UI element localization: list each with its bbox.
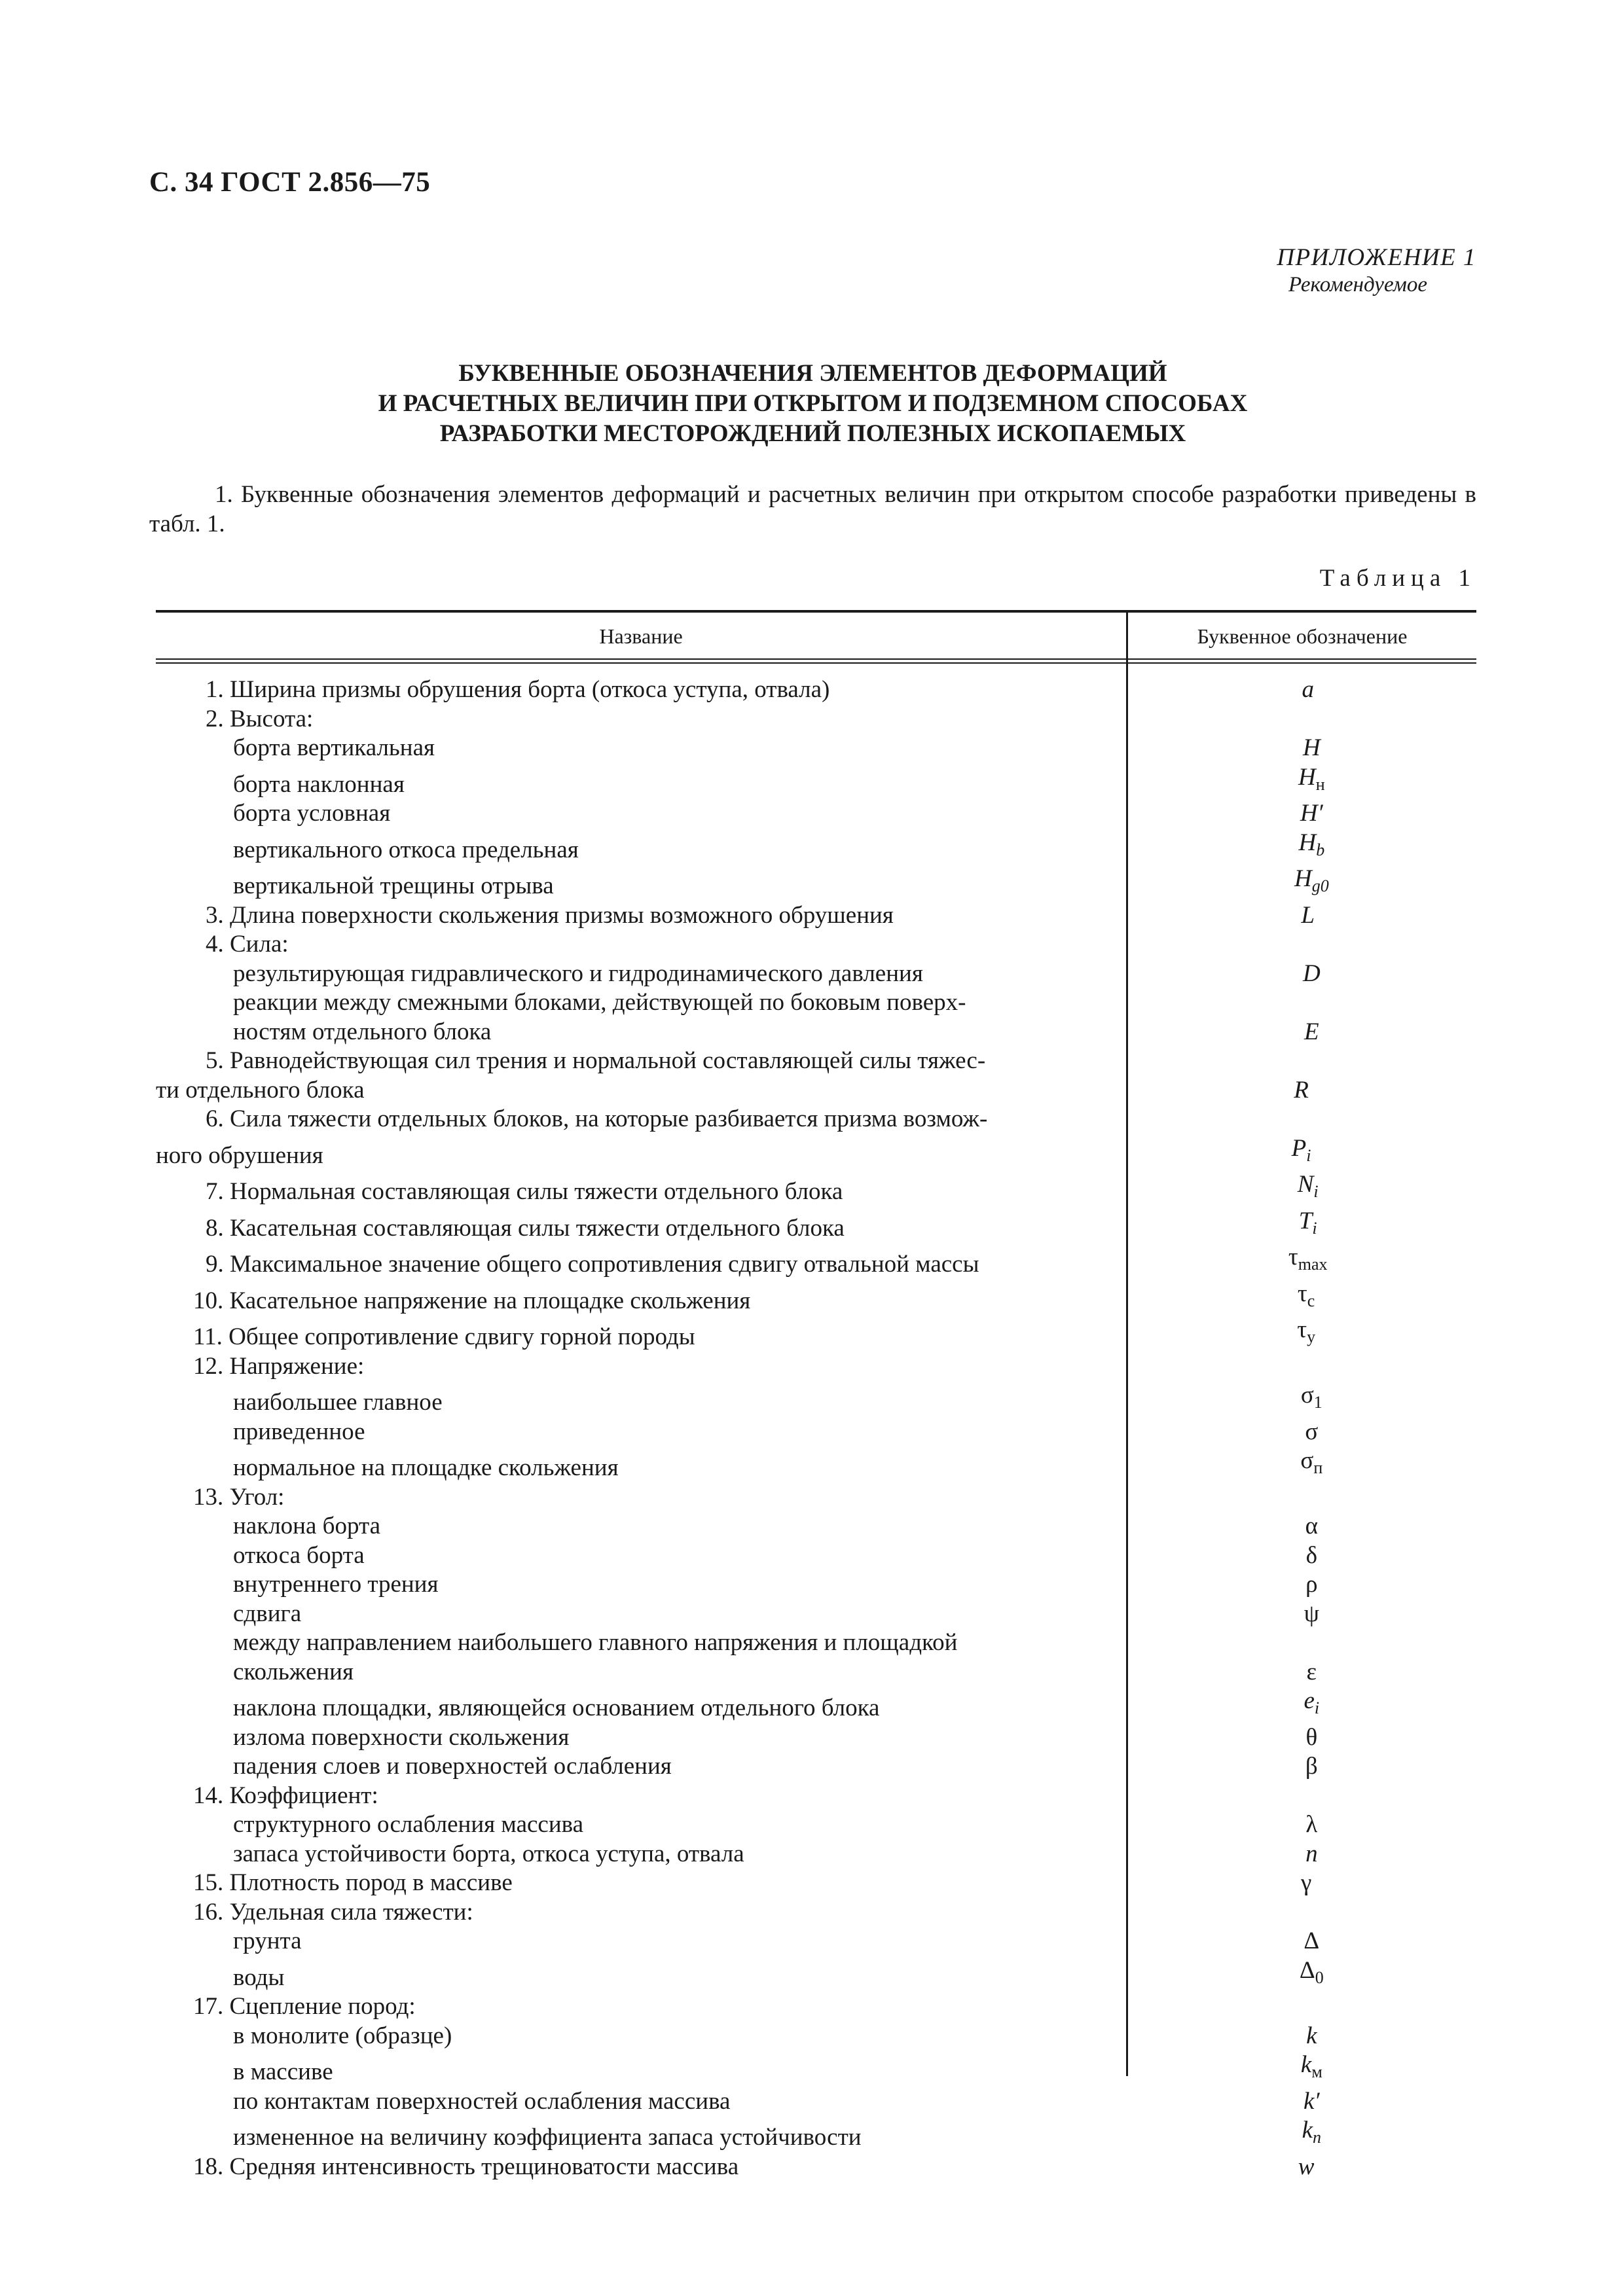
row-name: внутреннего трения: [233, 1571, 439, 1598]
symbol-letter: ρ: [1305, 1571, 1318, 1598]
row-name: по контактам поверхностей ослабления массива: [233, 2087, 731, 2115]
table-row: [156, 799, 1476, 829]
table-row: [156, 1047, 1476, 1076]
table-row: [156, 2153, 1476, 2182]
row-symbol: [1147, 1840, 1476, 1869]
symbol-letter: k: [1306, 2022, 1317, 2049]
appendix-label: [1277, 243, 1476, 297]
row-name: 10. Касательное напряжение на площадке скольжения: [193, 1287, 751, 1314]
symbol-letter: H: [1302, 734, 1321, 761]
row-name: борта условная: [233, 800, 391, 827]
row-symbol: [1147, 1600, 1476, 1629]
row-name: сдвига: [233, 1600, 302, 1627]
table-row: [156, 1018, 1476, 1047]
row-name: приведенное: [233, 1418, 365, 1445]
row-symbol: [1136, 1280, 1476, 1316]
appendix-title: ПРИЛОЖЕНИЕ 1: [1277, 244, 1476, 271]
column-header-symbol: Буквенное обозначение: [1197, 624, 1408, 648]
table-row: [156, 1105, 1476, 1134]
symbol-letter: ε: [1306, 1658, 1317, 1685]
table-row: [156, 1207, 1476, 1244]
symbol-letter: w: [1298, 2153, 1315, 2180]
table-row: [156, 1723, 1476, 1753]
symbol-letter: H′: [1300, 800, 1323, 827]
symbol-letter: H: [1294, 865, 1312, 892]
column-header-name: Название: [599, 624, 683, 648]
symbol-letter: e: [1304, 1687, 1315, 1714]
header-rule: [156, 658, 1476, 660]
table-caption: Таблица 1: [1319, 565, 1476, 592]
symbol-letter: σ: [1300, 1447, 1314, 1474]
table-row: [156, 1898, 1476, 1928]
row-name: 7. Нормальная составляющая силы тяжести отдельного блока: [206, 1178, 843, 1205]
row-name: откоса борта: [233, 1541, 365, 1569]
row-name: структурного ослабления массива: [233, 1811, 584, 1838]
table-row: [156, 734, 1476, 763]
symbol-letter: τ: [1297, 1280, 1307, 1307]
symbol-letter: H: [1298, 829, 1317, 856]
symbol-letter: T: [1298, 1207, 1313, 1234]
table-row: [156, 1280, 1476, 1316]
row-symbol: [1147, 1956, 1476, 1993]
row-symbol: [1147, 1381, 1476, 1418]
table-row: [156, 2116, 1476, 2153]
table-row: [156, 1541, 1476, 1571]
table-row: [156, 1782, 1476, 1811]
row-symbol: [1147, 960, 1476, 989]
row-name: борта вертикальная: [233, 734, 435, 761]
symbol-subscript: п: [1313, 1458, 1323, 1477]
row-symbol: [1136, 1316, 1476, 1352]
row-symbol: [1139, 901, 1476, 931]
row-name: падения слоев и поверхностей ослабления: [233, 1753, 672, 1780]
table-row: [156, 1316, 1476, 1352]
row-name: 6. Сила тяжести отдельных блоков, на которые разбивается призма возмож-: [206, 1105, 988, 1132]
symbol-letter: α: [1305, 1513, 1319, 1539]
row-name: нормальное на площадке скольжения: [233, 1454, 619, 1481]
document-title: [149, 359, 1476, 449]
symbol-letter: D: [1302, 960, 1321, 987]
symbol-letter: n: [1305, 1840, 1318, 1867]
row-symbol: [1147, 734, 1476, 763]
header-rule-double: [156, 662, 1476, 664]
row-symbol: [1147, 1541, 1476, 1571]
symbol-letter: Δ: [1304, 1928, 1320, 1954]
row-symbol: [1147, 865, 1476, 901]
row-symbol: [1147, 763, 1476, 800]
table-row: [156, 1869, 1476, 1898]
row-name: наклона площадки, являющейся основанием отдельного блока: [233, 1695, 880, 1721]
row-symbol: [1147, 2116, 1476, 2153]
symbol-letter: N: [1297, 1171, 1314, 1198]
table-row: [156, 763, 1476, 800]
table-row: [156, 1076, 1476, 1105]
row-name: 18. Средняя интенсивность трещиноватости массива: [193, 2153, 739, 2180]
row-name: измененное на величину коэффициента запаса устойчивости: [233, 2124, 862, 2151]
page-header: С. 34 ГОСТ 2.856—75: [149, 167, 431, 198]
symbol-subscript: max: [1298, 1255, 1328, 1274]
table-row: [156, 1840, 1476, 1869]
row-name: излома поверхности скольжения: [233, 1723, 570, 1751]
symbol-subscript: i: [1306, 1145, 1311, 1165]
row-symbol: [1147, 1723, 1476, 1753]
symbol-letter: τ: [1297, 1316, 1307, 1343]
row-name: 11. Общее сопротивление сдвигу горной породы: [193, 1323, 695, 1350]
table-row: [156, 1628, 1476, 1658]
symbol-letter: a: [1302, 676, 1314, 703]
row-name: вертикальной трещины отрыва: [233, 872, 554, 899]
symbol-subscript: b: [1316, 840, 1325, 859]
row-name: грунта: [233, 1928, 302, 1954]
symbol-subscript: у: [1307, 1327, 1316, 1346]
symbol-letter: δ: [1305, 1541, 1318, 1569]
symbol-letter: θ: [1305, 1723, 1318, 1751]
table-row: [156, 1927, 1476, 1956]
intro-paragraph: 1. Буквенные обозначения элементов деформаций и расчетных величин при открытом способе разработки приведены в табл. 1.: [149, 481, 1476, 537]
row-symbol: [1126, 1076, 1476, 1105]
symbol-letter: σ: [1305, 1418, 1319, 1445]
row-symbol: [1139, 1207, 1476, 1244]
table-row: [156, 1170, 1476, 1207]
row-symbol: [1136, 2153, 1476, 2182]
title-line-2: И РАСЧЕТНЫХ ВЕЛИЧИН ПРИ ОТКРЫТОМ И ПОДЗЕМНОМ СПОСОБАХ: [378, 390, 1248, 417]
table-row: [156, 675, 1476, 705]
row-symbol: [1147, 1418, 1476, 1447]
table-row: [156, 1810, 1476, 1840]
symbol-letter: H: [1298, 763, 1316, 791]
row-name: 5. Равнодействующая сил трения и нормальной составляющей силы тяжес-: [206, 1047, 986, 1074]
symbol-subscript: 0: [1315, 1967, 1324, 1987]
row-symbol: [1126, 1134, 1476, 1171]
symbol-subscript: 1: [1313, 1393, 1322, 1412]
symbol-subscript: i: [1312, 1218, 1317, 1238]
table-row: [156, 901, 1476, 931]
symbol-subscript: i: [1313, 1182, 1319, 1201]
symbol-subscript: с: [1307, 1291, 1315, 1310]
row-name: в массиве: [233, 2058, 333, 2085]
table-row: [156, 1352, 1476, 1382]
table-row: [156, 1687, 1476, 1723]
table-row: [156, 865, 1476, 901]
row-symbol: [1147, 1810, 1476, 1840]
title-line-3: РАЗРАБОТКИ МЕСТОРОЖДЕНИЙ ПОЛЕЗНЫХ ИСКОПАЕМЫХ: [439, 420, 1186, 447]
row-symbol: [1147, 1687, 1476, 1723]
table-row: [156, 705, 1476, 734]
symbol-letter: E: [1304, 1018, 1319, 1045]
table-row: [156, 1243, 1476, 1280]
row-name: ностям отдельного блока: [233, 1018, 492, 1045]
symbol-subscript: н: [1315, 774, 1325, 794]
table-row: [156, 829, 1476, 865]
row-name: в монолите (образце): [233, 2022, 452, 2049]
table-row: [156, 1381, 1476, 1418]
row-name: 2. Высота:: [206, 705, 314, 732]
table-row: [156, 2022, 1476, 2051]
table-row: [156, 2087, 1476, 2117]
row-name: скольжения: [233, 1658, 354, 1685]
symbol-letter: R: [1294, 1076, 1309, 1103]
symbol-letter: τ: [1288, 1244, 1298, 1270]
row-symbol: [1147, 829, 1476, 865]
table-row: [156, 1570, 1476, 1600]
symbol-letter: λ: [1305, 1811, 1318, 1838]
table-row: [156, 1512, 1476, 1541]
symbol-letter: β: [1305, 1753, 1318, 1780]
symbol-letter: L: [1301, 901, 1315, 929]
row-name: борта наклонная: [233, 770, 405, 798]
row-symbol: [1147, 2051, 1476, 2087]
table-row: [156, 2051, 1476, 2087]
row-symbol: [1147, 1446, 1476, 1483]
row-name: 9. Максимальное значение общего сопротивления сдвигу отвальной массы: [206, 1251, 979, 1278]
row-name: 16. Удельная сила тяжести:: [193, 1898, 473, 1926]
table-row: [156, 1956, 1476, 1993]
row-name: 13. Угол:: [193, 1483, 285, 1511]
symbol-letter: γ: [1300, 1869, 1312, 1896]
row-symbol: [1139, 675, 1476, 705]
row-symbol: [1147, 1018, 1476, 1047]
symbol-letter: ψ: [1304, 1600, 1319, 1627]
table-row: [156, 930, 1476, 960]
title-line-1: БУКВЕННЫЕ ОБОЗНАЧЕНИЯ ЭЛЕМЕНТОВ ДЕФОРМАЦИЙ: [458, 360, 1167, 387]
row-symbol: [1147, 1927, 1476, 1956]
row-name: 8. Касательная составляющая силы тяжести отдельного блока: [206, 1214, 845, 1242]
row-symbol: [1147, 2087, 1476, 2117]
table-row: [156, 1658, 1476, 1687]
row-symbol: [1147, 1570, 1476, 1600]
row-name: 1. Ширина призмы обрушения борта (откоса уступа, отвала): [206, 676, 830, 703]
row-symbol: [1136, 1869, 1476, 1898]
row-name: наклона борта: [233, 1513, 381, 1539]
row-name: 17. Сцепление пород:: [193, 1993, 416, 2020]
row-name: реакции между смежными блоками, действующей по боковым поверх-: [233, 989, 966, 1016]
symbol-subscript: g0: [1311, 876, 1329, 895]
row-symbol: [1147, 1658, 1476, 1687]
row-name: 12. Напряжение:: [193, 1352, 365, 1380]
row-name: наибольшее главное: [233, 1389, 443, 1416]
row-name: ти отдельного блока: [156, 1076, 365, 1103]
row-name: 15. Плотность пород в массиве: [193, 1869, 513, 1896]
table-row: [156, 960, 1476, 989]
row-name: запаса устойчивости борта, откоса уступа, отвала: [233, 1840, 744, 1867]
table-row: [156, 988, 1476, 1018]
table-row: [156, 1483, 1476, 1513]
row-symbol: [1139, 1243, 1476, 1280]
row-symbol: [1147, 2022, 1476, 2051]
table-row: [156, 1992, 1476, 2022]
table-body: [156, 675, 1476, 2181]
table-row: [156, 1752, 1476, 1782]
row-symbol: [1147, 1752, 1476, 1782]
row-name: 4. Сила:: [206, 931, 289, 958]
row-name: ного обрушения: [156, 1141, 323, 1169]
symbol-subscript: i: [1314, 1698, 1320, 1717]
symbol-letter: k: [1300, 2051, 1312, 2078]
symbol-letter: k: [1302, 2117, 1313, 2144]
row-symbol: [1139, 1170, 1476, 1207]
row-symbol: [1147, 1512, 1476, 1541]
row-name: 14. Коэффициент:: [193, 1782, 378, 1809]
table-top-rule: [156, 610, 1476, 613]
row-name: 3. Длина поверхности скольжения призмы возможного обрушения: [206, 901, 894, 929]
symbol-letter: Δ: [1299, 1956, 1315, 1984]
table-row: [156, 1134, 1476, 1171]
row-name: вертикального откоса предельная: [233, 836, 579, 863]
table-row: [156, 1418, 1476, 1447]
symbol-subscript: n: [1313, 2128, 1322, 2147]
table-row: [156, 1600, 1476, 1629]
row-name: между направлением наибольшего главного напряжения и площадкой: [233, 1629, 958, 1656]
row-symbol: [1147, 799, 1476, 829]
row-name: результирующая гидравлического и гидродинамического давления: [233, 960, 923, 987]
symbol-subscript: м: [1311, 2062, 1322, 2081]
symbol-letter: k′: [1304, 2087, 1320, 2115]
appendix-subtitle: Рекомендуемое: [1288, 273, 1427, 296]
table-row: [156, 1446, 1476, 1483]
row-name: воды: [233, 1964, 285, 1991]
symbol-letter: σ: [1300, 1382, 1314, 1408]
symbol-letter: P: [1291, 1134, 1307, 1162]
